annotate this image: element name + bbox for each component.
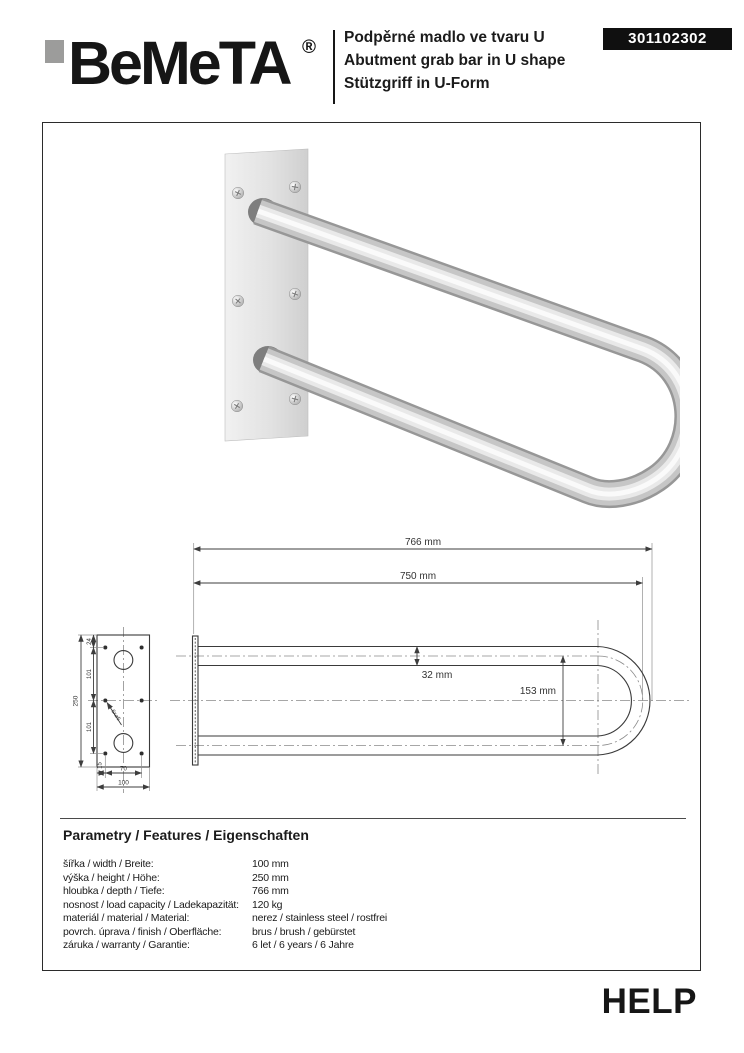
dim-row-spacing-lower: 101 [87, 721, 93, 733]
table-row [63, 912, 387, 926]
table-row [63, 939, 387, 953]
grab-bar-tube [258, 211, 680, 494]
dim-row-spacing-upper: 101 [87, 668, 93, 680]
param-value: 100 mm [252, 858, 289, 870]
param-label: materiál / material / Material: [63, 912, 190, 924]
table-row [63, 926, 387, 940]
param-value: brus / brush / gebürstet [252, 925, 356, 938]
param-label: hloubka / depth / Tiefe: [63, 885, 165, 897]
registered-trademark-icon: ® [302, 37, 316, 58]
dim-plate-height: 250 [72, 695, 80, 707]
parameters-heading: Parametry / Features / Eigenschaften [63, 827, 309, 843]
product-titles [344, 26, 565, 95]
header-divider [333, 30, 335, 104]
dim-edge-offset: 15 [97, 762, 104, 769]
table-row [63, 858, 387, 872]
table-row [63, 899, 387, 913]
product-title-cs: Podpěrné madlo ve tvaru U [344, 29, 545, 46]
param-value: 250 mm [252, 871, 289, 884]
param-label: záruka / warranty / Garantie: [63, 939, 190, 951]
param-value: 6 let / 6 years / 6 Jahre [252, 939, 354, 951]
screw-note: 6x⌀5 [109, 708, 122, 723]
dim-tube-diameter: 32 mm [421, 670, 453, 681]
param-value: 120 kg [252, 898, 283, 911]
product-code-badge: 301102302 [603, 28, 732, 50]
dim-plate-width: 100 [118, 779, 129, 787]
dim-depth-to-bend: 750 mm [399, 571, 437, 582]
param-label: nosnost / load capacity / Ladekapazität: [63, 898, 239, 911]
dim-top-offset: 24 [87, 638, 93, 645]
param-label: výška / height / Höhe: [63, 871, 160, 884]
table-row [63, 885, 387, 899]
param-label: šířka / width / Breite: [63, 858, 154, 870]
side-view-drawing [165, 525, 705, 795]
brand-logo: BeMeTA [68, 29, 290, 97]
product-title-en: Abutment grab bar in U shape [344, 52, 566, 69]
param-value: 766 mm [252, 885, 289, 897]
product-title-de: Stützgriff in U-Form [344, 75, 490, 92]
dim-tube-spacing: 153 mm [519, 686, 556, 697]
dim-hole-column-spacing: 70 [120, 766, 127, 773]
dim-overall-depth: 766 mm [404, 537, 442, 548]
logo-square-icon [45, 40, 64, 63]
series-name: HELP [601, 982, 697, 1021]
product-photo [180, 135, 680, 535]
param-value: nerez / stainless steel / rostfrei [252, 912, 388, 924]
param-label: povrch. úprava / finish / Oberfläche: [63, 925, 222, 938]
table-row [63, 872, 387, 886]
section-separator [60, 818, 686, 819]
parameters-table [63, 858, 387, 953]
